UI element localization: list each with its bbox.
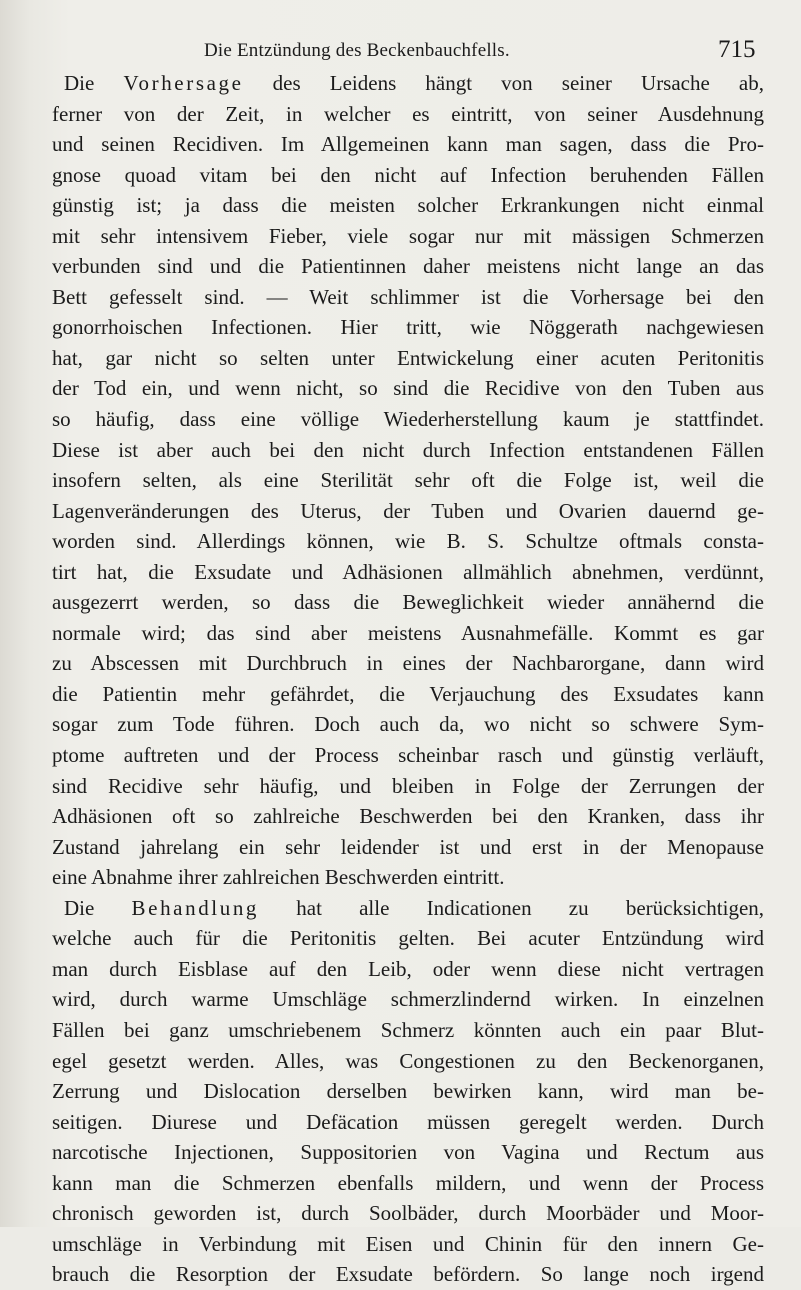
text-line: umschläge in Verbindung mit Eisen und Chinin für den innern Ge- xyxy=(52,1231,764,1256)
paragraph-treatment xyxy=(52,893,764,1290)
text-line: so häufig, dass eine völlige Wiederherstellung kaum je stattfindet. xyxy=(52,407,764,432)
text-line: wird, durch warme Umschläge schmerzlindernd wirken. In einzelnen xyxy=(52,987,764,1012)
text-line: kann man die Schmerzen ebenfalls mildern, und wenn der Process xyxy=(52,1170,764,1195)
text-line: seitigen. Diurese und Defäcation müssen geregelt werden. Durch xyxy=(52,1109,764,1134)
text-line: und seinen Recidiven. Im Allgemeinen kann man sagen, dass die Pro- xyxy=(52,132,764,157)
text-line xyxy=(52,68,764,99)
text-line: Diese ist aber auch bei den nicht durch Infection entstandenen Fällen xyxy=(52,437,764,462)
text-line: günstig ist; ja dass die meisten solcher Erkrankungen nicht einmal xyxy=(52,193,764,218)
text-line: insofern selten, als eine Sterilität sehr oft die Folge ist, weil die xyxy=(52,468,764,493)
text-line: egel gesetzt werden. Alles, was Congestionen zu den Beckenorganen, xyxy=(52,1048,764,1073)
text-line: die Patientin mehr gefährdet, die Verjauchung des Exsudates kann xyxy=(52,681,764,706)
text-line: tirt hat, die Exsudate und Adhäsionen allmählich abnehmen, verdünnt, xyxy=(52,559,764,584)
text-line: eine Abnahme ihrer zahlreichen Beschwerden eintritt. xyxy=(52,865,505,890)
text-line: Adhäsionen oft so zahlreiche Beschwerden bei den Kranken, dass ihr xyxy=(52,804,764,829)
text-line: gnose quoad vitam bei den nicht auf Infection beruhenden Fällen xyxy=(52,162,764,187)
text-line xyxy=(52,893,764,924)
text-line: welche auch für die Peritonitis gelten. Bei acuter Entzündung wird xyxy=(52,926,764,951)
paragraph-prognosis xyxy=(52,68,764,893)
text-line: brauch die Resorption der Exsudate befördern. So lange noch irgend xyxy=(52,1262,764,1287)
text-line: Zustand jahrelang ein sehr leidender ist und erst in der Menopause xyxy=(52,834,764,859)
text-run: Die xyxy=(64,71,95,95)
text-line: verbunden sind und die Patientinnen daher meistens nicht lange an das xyxy=(52,254,764,279)
text-line: narcotische Injectionen, Suppositorien von Vagina und Rectum aus xyxy=(52,1140,764,1165)
text-line: man durch Eisblase auf den Leib, oder wenn diese nicht vertragen xyxy=(52,956,764,981)
text-line: der Tod ein, und wenn nicht, so sind die Recidive von den Tuben aus xyxy=(52,376,764,401)
text-line: ptome auftreten und der Process scheinbar rasch und günstig verläuft, xyxy=(52,743,764,768)
text-run: des Leidens hängt von seiner Ursache ab, xyxy=(272,71,765,95)
text-line: Fällen bei ganz umschriebenem Schmerz könnten auch ein paar Blut- xyxy=(52,1017,764,1042)
body-text xyxy=(52,68,764,1290)
spaced-keyword: Behandlung xyxy=(131,895,260,920)
page-header xyxy=(0,36,801,66)
text-line: worden sind. Allerdings können, wie B. S. Schultze oftmals consta- xyxy=(52,529,764,554)
text-line: hat, gar nicht so selten unter Entwickelung einer acuten Peritonitis xyxy=(52,345,764,370)
text-line: Zerrung und Dislocation derselben bewirken kann, wird man be- xyxy=(52,1079,764,1104)
text-line: sogar zum Tode führen. Doch auch da, wo nicht so schwere Sym- xyxy=(52,712,764,737)
text-line: chronisch geworden ist, durch Soolbäder, durch Moorbäder und Moor- xyxy=(52,1201,764,1226)
text-line: zu Abscessen mit Durchbruch in eines der Nachbarorgane, dann wird xyxy=(52,651,764,676)
running-title: Die Entzündung des Beckenbauchfells. xyxy=(204,40,510,61)
text-run: Die xyxy=(64,895,95,920)
text-line: gonorrhoischen Infectionen. Hier tritt, wie Nöggerath nachgewiesen xyxy=(52,315,764,340)
text-run: hat alle Indicationen zu berücksichtigen, xyxy=(296,895,765,920)
text-line: sind Recidive sehr häufig, und bleiben in Folge der Zerrungen der xyxy=(52,773,764,798)
text-line: mit sehr intensivem Fieber, viele sogar nur mit mässigen Schmerzen xyxy=(52,223,764,248)
text-line: ausgezerrt werden, so dass die Beweglichkeit wieder annähernd die xyxy=(52,590,764,615)
page-number: 715 xyxy=(718,36,756,63)
text-line: ferner von der Zeit, in welcher es eintritt, von seiner Ausdehnung xyxy=(52,101,764,126)
text-line: Bett gefesselt sind. — Weit schlimmer ist die Vorhersage bei den xyxy=(52,284,764,309)
text-line: normale wird; das sind aber meistens Ausnahmefälle. Kommt es gar xyxy=(52,620,764,645)
text-line: Lagenveränderungen des Uterus, der Tuben und Ovarien dauernd ge- xyxy=(52,498,764,523)
spaced-keyword: Vorhersage xyxy=(123,71,244,95)
